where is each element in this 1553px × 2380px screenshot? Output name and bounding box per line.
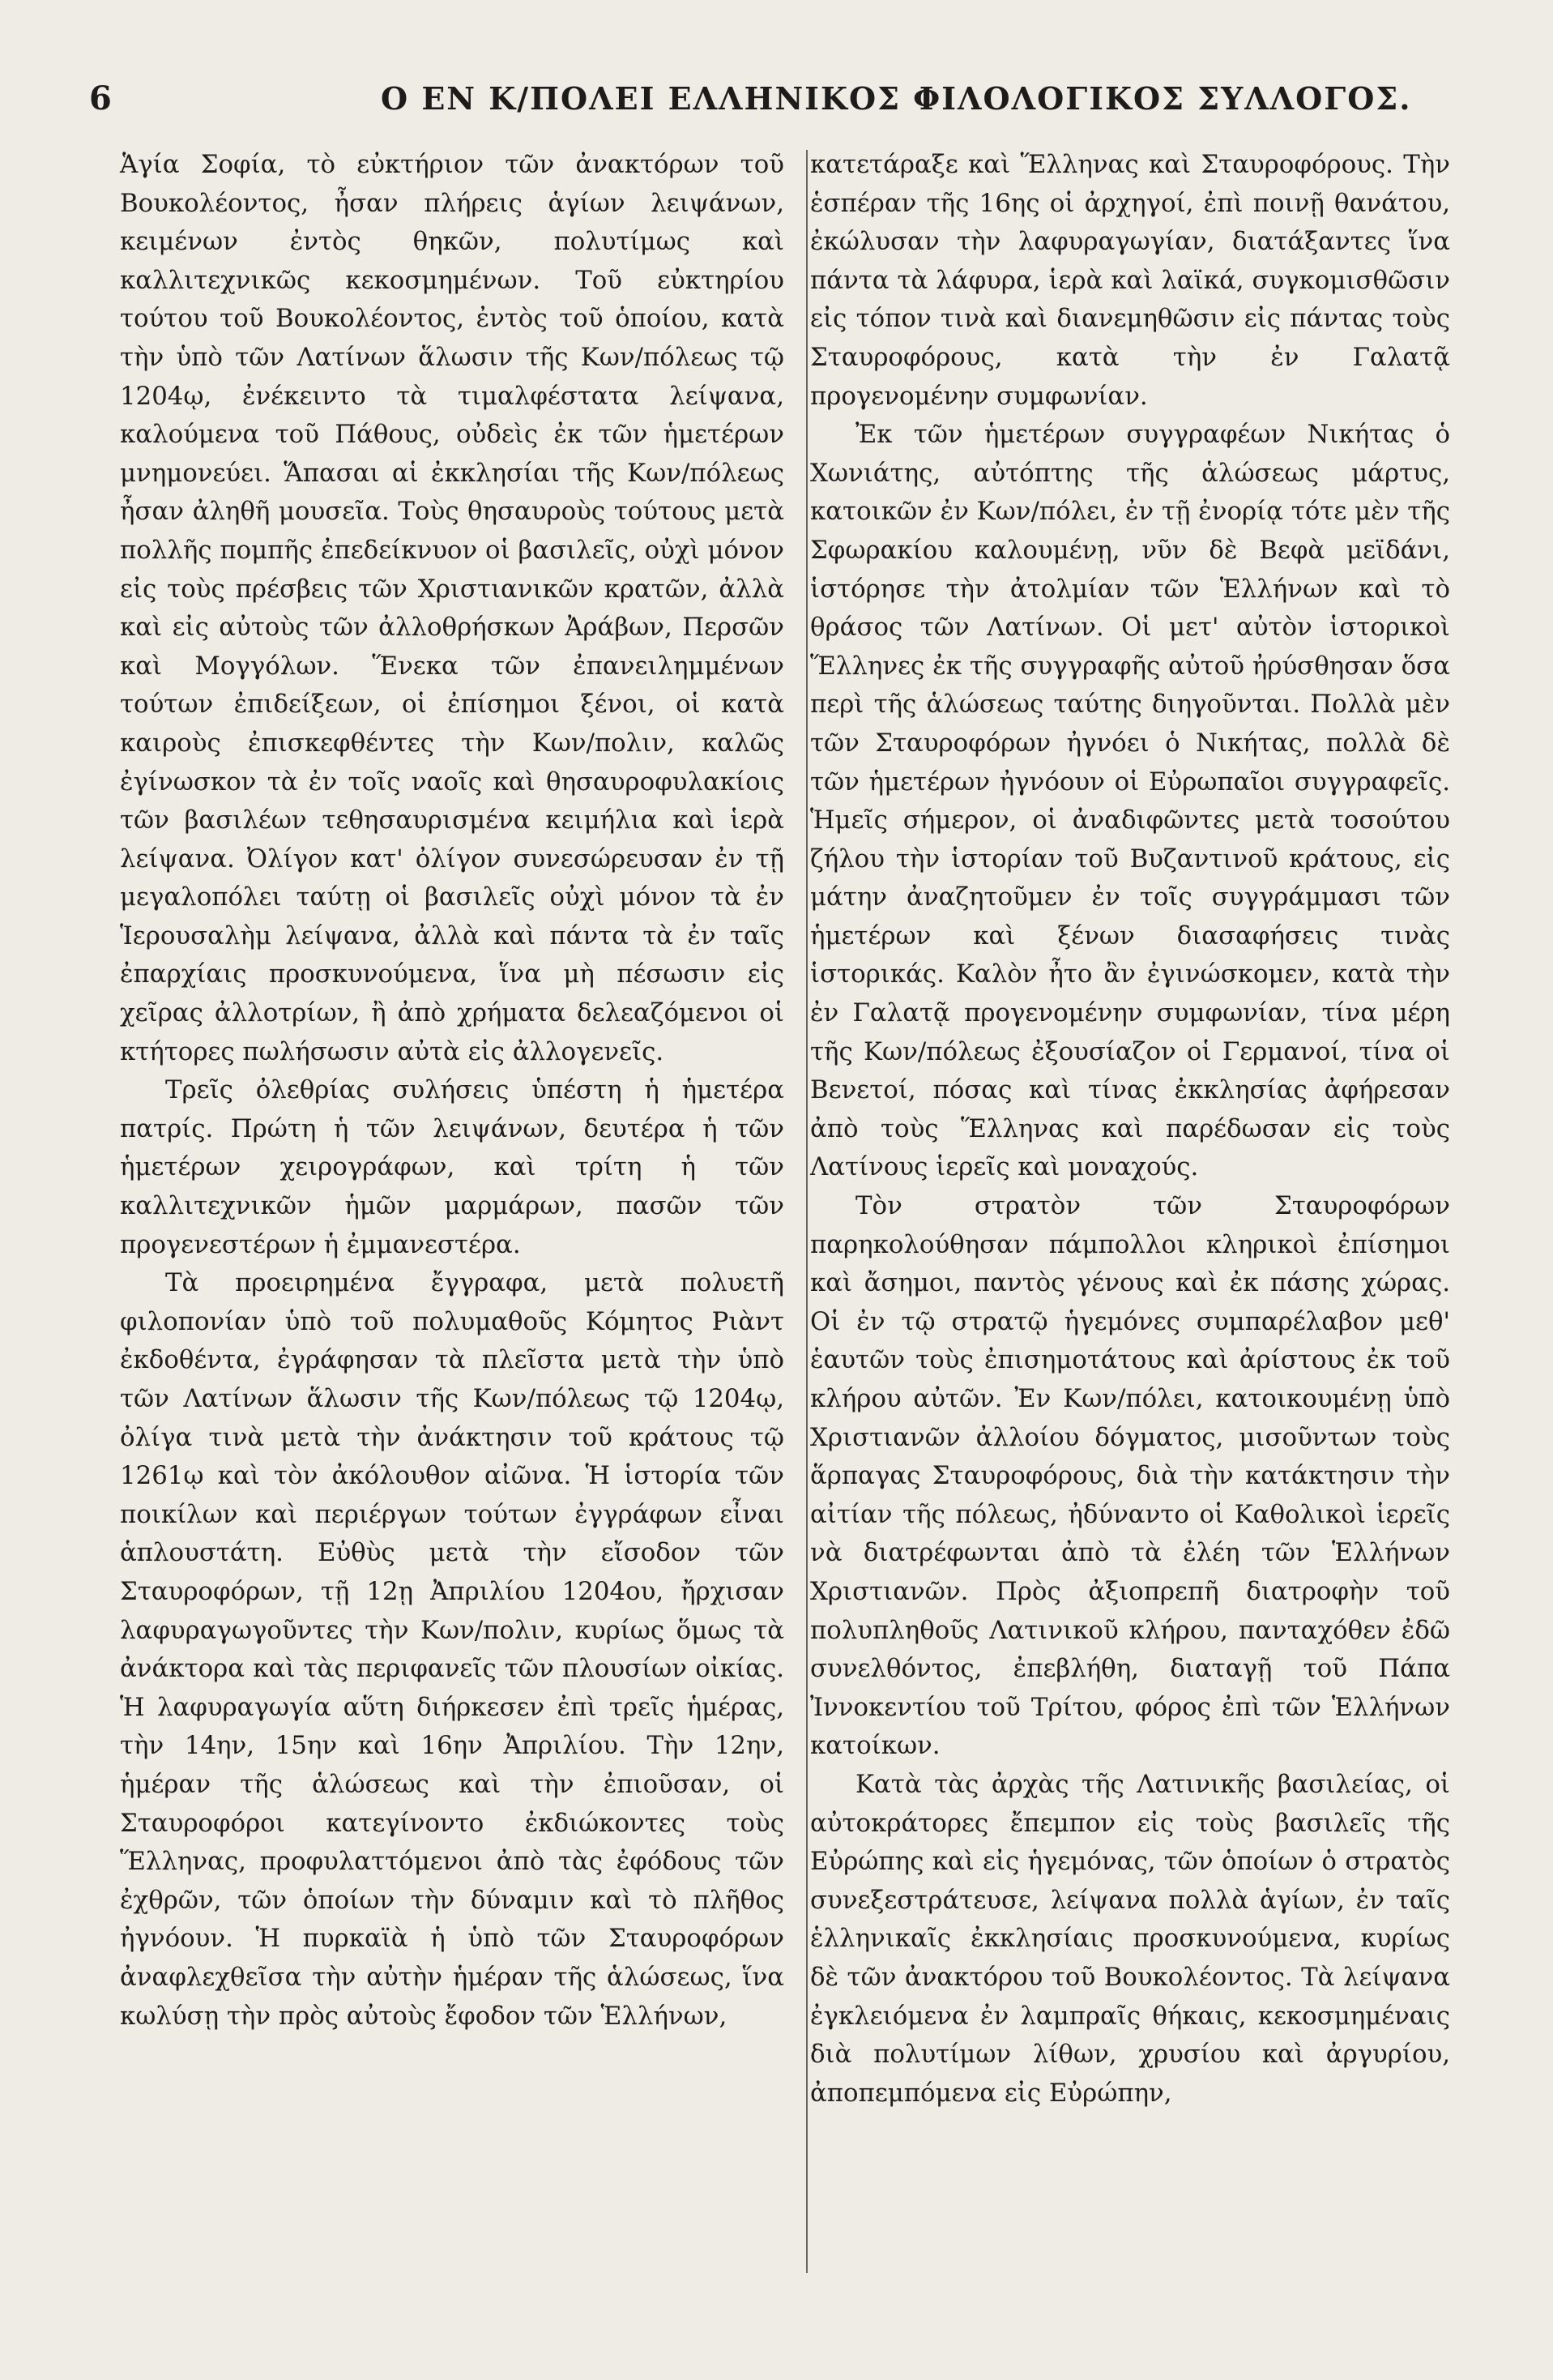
right-paragraph-4: Κατὰ τὰς ἀρχὰς τῆς Λατινικῆς βασιλείας, οἱ αὐτοκράτορες ἔπεμπον εἰς τοὺς βασιλεῖς τῆς Εὐρώπης καὶ εἰς ἡγεμόνας, τῶν ὁποίων ὁ στρατὸς συνεξεστράτευσε, λείψανα πολλὰ ἁγίων, ἐν ταῖς ἑλληνικαῖς ἐκκλησίαις προσκυνούμενα, κυρίως δὲ τῶν ἀνακτόρου τοῦ Βουκολέοντος. Τὰ λείψανα ἐγκλειόμενα ἐν λαμπραῖς θήκαις, κεκοσμημέναις διὰ πολυτίμων λίθων, χρυσίου καὶ ἀργυρίου, ἀποπεμπόμενα εἰς Εὐρώπην, (810, 1769, 1450, 2108)
left-paragraph-3: Τὰ προειρημένα ἔγγραφα, μετὰ πολυετῆ φιλοπονίαν ὑπὸ τοῦ πολυμαθοῦς Κόμητος Ριὰντ ἐκδοθέντα, ἐγράφησαν τὰ πλεῖστα μετὰ τὴν ὑπὸ τῶν Λατίνων ἅλωσιν τῆς Κων/πόλεως τῷ 1204ῳ, ὀλίγα τινὰ μετὰ τὴν ἀνάκτησιν τοῦ κράτους τῷ 1261ῳ καὶ τὸν ἀκόλουθον αἰῶνα. Ἡ ἱστορία τῶν ποικίλων καὶ περιέργων τούτων ἐγγράφων εἶναι ἁπλουστάτη. Εὐθὺς μετὰ τὴν εἴσοδον τῶν Σταυροφόρων, τῇ 12ῃ Ἀπριλίου 1204ου, ἤρχισαν λαφυραγωγοῦντες τὴν Κων/πολιν, κυρίως ὅμως τὰ ἀνάκτορα καὶ τὰς περιφανεῖς τῶν πλουσίων οἰκίας. Ἡ λαφυραγωγία αὕτη διήρκεσεν ἐπὶ τρεῖς ἡμέρας, τὴν 14ην, 15ην καὶ 16ην Ἀπριλίου. Τὴν 12ην, ἡμέραν τῆς ἁλώσεως καὶ τὴν ἐπιοῦσαν, οἱ Σταυροφόροι κατεγίνοντο ἐκδιώκοντες τοὺς Ἕλληνας, προφυλαττόμενοι ἀπὸ τὰς ἐφόδους τῶν ἐχθρῶν, τῶν ὁποίων τὴν δύναμιν καὶ τὸ πλῆθος ἠγνόουν. Ἡ πυρκαϊὰ ἡ ὑπὸ τῶν Σταυροφόρων ἀναφλεχθεῖσα τὴν αὐτὴν ἡμέραν τῆς ἁλώσεως, ἵνα κωλύσῃ τὴν πρὸς αὐτοὺς ἔφοδον τῶν Ἑλλήνων, (120, 1268, 784, 2031)
column-divider (806, 150, 808, 2273)
running-title: Ο ΕΝ Κ/ΠΟΛΕΙ ΕΛΛΗΝΙΚΟΣ ΦΙΛΟΛΟΓΙΚΟΣ ΣΥΛΛΟΓΟΣ. (381, 80, 1412, 117)
page-number: 6 (89, 79, 112, 118)
right-column (810, 146, 1450, 2113)
right-paragraph-1: κατετάραξε καὶ Ἕλληνας καὶ Σταυροφόρους. Τὴν ἑσπέραν τῆς 16ης οἱ ἀρχηγοί, ἐπὶ ποινῇ θανάτου, ἐκώλυσαν τὴν λαφυραγωγίαν, διατάξαντες ἵνα πάντα τὰ λάφυρα, ἱερὰ καὶ λαϊκά, συγκομισθῶσιν εἰς τόπον τινὰ καὶ διανεμηθῶσιν εἰς πάντας τοὺς Σταυροφόρους, κατὰ τὴν ἐν Γαλατᾷ προγενομένην συμφωνίαν. (810, 150, 1450, 411)
left-paragraph-1: Ἁγία Σοφία, τὸ εὐκτήριον τῶν ἀνακτόρων τοῦ Βουκολέοντος, ἦσαν πλήρεις ἁγίων λειψάνων, κειμένων ἐντὸς θηκῶν, πολυτίμως καὶ καλλιτεχνικῶς κεκοσμημένων. Τοῦ εὐκτηρίου τούτου τοῦ Βουκολέοντος, ἐντὸς τοῦ ὁποίου, κατὰ τὴν ὑπὸ τῶν Λατίνων ἅλωσιν τῆς Κων/πόλεως τῷ 1204ῳ, ἐνέκειντο τὰ τιμαλφέστατα λείψανα, καλούμενα τοῦ Πάθους, οὐδεὶς ἐκ τῶν ἡμετέρων μνημονεύει. Ἅπασαι αἱ ἐκκλησίαι τῆς Κων/πόλεως ἦσαν ἀληθῆ μουσεῖα. Τοὺς θησαυροὺς τούτους μετὰ πολλῆς πομπῆς ἐπεδείκνυον οἱ βασιλεῖς, οὐχὶ μόνον εἰς τοὺς πρέσβεις τῶν Χριστιανικῶν κρατῶν, ἀλλὰ καὶ εἰς αὐτοὺς τῶν ἀλλοθρήσκων Ἀράβων, Περσῶν καὶ Μογγόλων. Ἕνεκα τῶν ἐπανειλημμένων τούτων ἐπιδείξεων, οἱ ἐπίσημοι ξένοι, οἱ κατὰ καιροὺς ἐπισκεφθέντες τὴν Κων/πολιν, καλῶς ἐγίνωσκον τὰ ἐν τοῖς ναοῖς καὶ θησαυροφυλακίοις τῶν βασιλέων τεθησαυρισμένα κειμήλια καὶ ἱερὰ λείψανα. Ὀλίγον κατ' ὀλίγον συνεσώρευσαν ἐν τῇ μεγαλοπόλει ταύτῃ οἱ βασιλεῖς οὐχὶ μόνον τὰ ἐν Ἱερουσαλὴμ λείψανα, ἀλλὰ καὶ πάντα τὰ ἐν ταῖς ἐπαρχίαις προσκυνούμενα, ἵνα μὴ πέσωσιν εἰς χεῖρας ἀλλοτρίων, ἢ ἀπὸ χρήματα δελεαζόμενοι οἱ κτήτορες πωλήσωσιν αὐτὰ εἰς ἀλλογενεῖς. (120, 150, 784, 1066)
right-paragraph-2: Ἐκ τῶν ἡμετέρων συγγραφέων Νικήτας ὁ Χωνιάτης, αὐτόπτης τῆς ἁλώσεως μάρτυς, κατοικῶν ἐν Κων/πόλει, ἐν τῇ ἐνορίᾳ τότε μὲν τῆς Σφωρακίου καλουμένῃ, νῦν δὲ Βεφὰ μεϊδάνι, ἱστόρησε τὴν ἀτολμίαν τῶν Ἑλλήνων καὶ τὸ θράσος τῶν Λατίνων. Οἱ μετ' αὐτὸν ἱστορικοὶ Ἕλληνες ἐκ τῆς συγγραφῆς αὐτοῦ ἠρύσθησαν ὅσα περὶ τῆς ἁλώσεως ταύτης διηγοῦνται. Πολλὰ μὲν τῶν Σταυροφόρων ἠγνόει ὁ Νικήτας, πολλὰ δὲ τῶν ἡμετέρων ἠγνόουν οἱ Εὐρωπαῖοι συγγραφεῖς. Ἡμεῖς σήμερον, οἱ ἀναδιφῶντες μετὰ τοσούτου ζήλου τὴν ἱστορίαν τοῦ Βυζαντινοῦ κράτους, εἰς μάτην ἀναζητοῦμεν ἐν τοῖς συγγράμμασι τῶν ἡμετέρων καὶ ξένων διασαφήσεις τινὰς ἱστορικάς. Καλὸν ἦτο ἂν ἐγινώσκομεν, κατὰ τὴν ἐν Γαλατᾷ προγενομένην συμφωνίαν, τίνα μέρη τῆς Κων/πόλεως ἐξουσίαζον οἱ Γερμανοί, τίνα οἱ Βενετοί, πόσας καὶ τίνας ἐκκλησίας ἀφήρεσαν ἀπὸ τοὺς Ἕλληνας καὶ παρέδωσαν εἰς τοὺς Λατίνους ἱερεῖς καὶ μοναχούς. (810, 420, 1450, 1182)
page-header (89, 75, 1466, 123)
left-column (120, 146, 784, 2036)
right-paragraph-3: Τὸν στρατὸν τῶν Σταυροφόρων παρηκολούθησαν πάμπολλοι κληρικοὶ ἐπίσημοι καὶ ἄσημοι, παντὸς γένους καὶ ἐκ πάσης χώρας. Οἱ ἐν τῷ στρατῷ ἡγεμόνες συμπαρέλαβον μεθ' ἑαυτῶν τοὺς ἐπισημοτάτους καὶ ἀρίστους ἐκ τοῦ κλήρου αὐτῶν. Ἐν Κων/πόλει, κατοικουμένῃ ὑπὸ Χριστιανῶν ἀλλοίου δόγματος, μισοῦντων τοὺς ἅρπαγας Σταυροφόρους, διὰ τὴν κατάκτησιν τὴν αἰτίαν τῆς πόλεως, ἠδύναντο οἱ Καθολικοὶ ἱερεῖς νὰ διατρέφωνται ἀπὸ τὰ ἐλέη τῶν Ἑλλήνων Χριστιανῶν. Πρὸς ἀξιοπρεπῆ διατροφὴν τοῦ πολυπληθοῦς Λατινικοῦ κλήρου, πανταχόθεν ἐδῶ συνελθόντος, ἐπεβλήθη, διαταγῇ τοῦ Πάπα Ἰννοκεντίου τοῦ Τρίτου, φόρος ἐπὶ τῶν Ἑλλήνων κατοίκων. (810, 1191, 1450, 1761)
left-paragraph-2: Τρεῖς ὀλεθρίας συλήσεις ὑπέστη ἡ ἡμετέρα πατρίς. Πρώτη ἡ τῶν λειψάνων, δευτέρα ἡ τῶν ἡμετέρων χειρογράφων, καὶ τρίτη ἡ τῶν καλλιτεχνικῶν ἡμῶν μαρμάρων, πασῶν τῶν προγενεστέρων ἡ ἐμμανεστέρα. (120, 1075, 784, 1259)
